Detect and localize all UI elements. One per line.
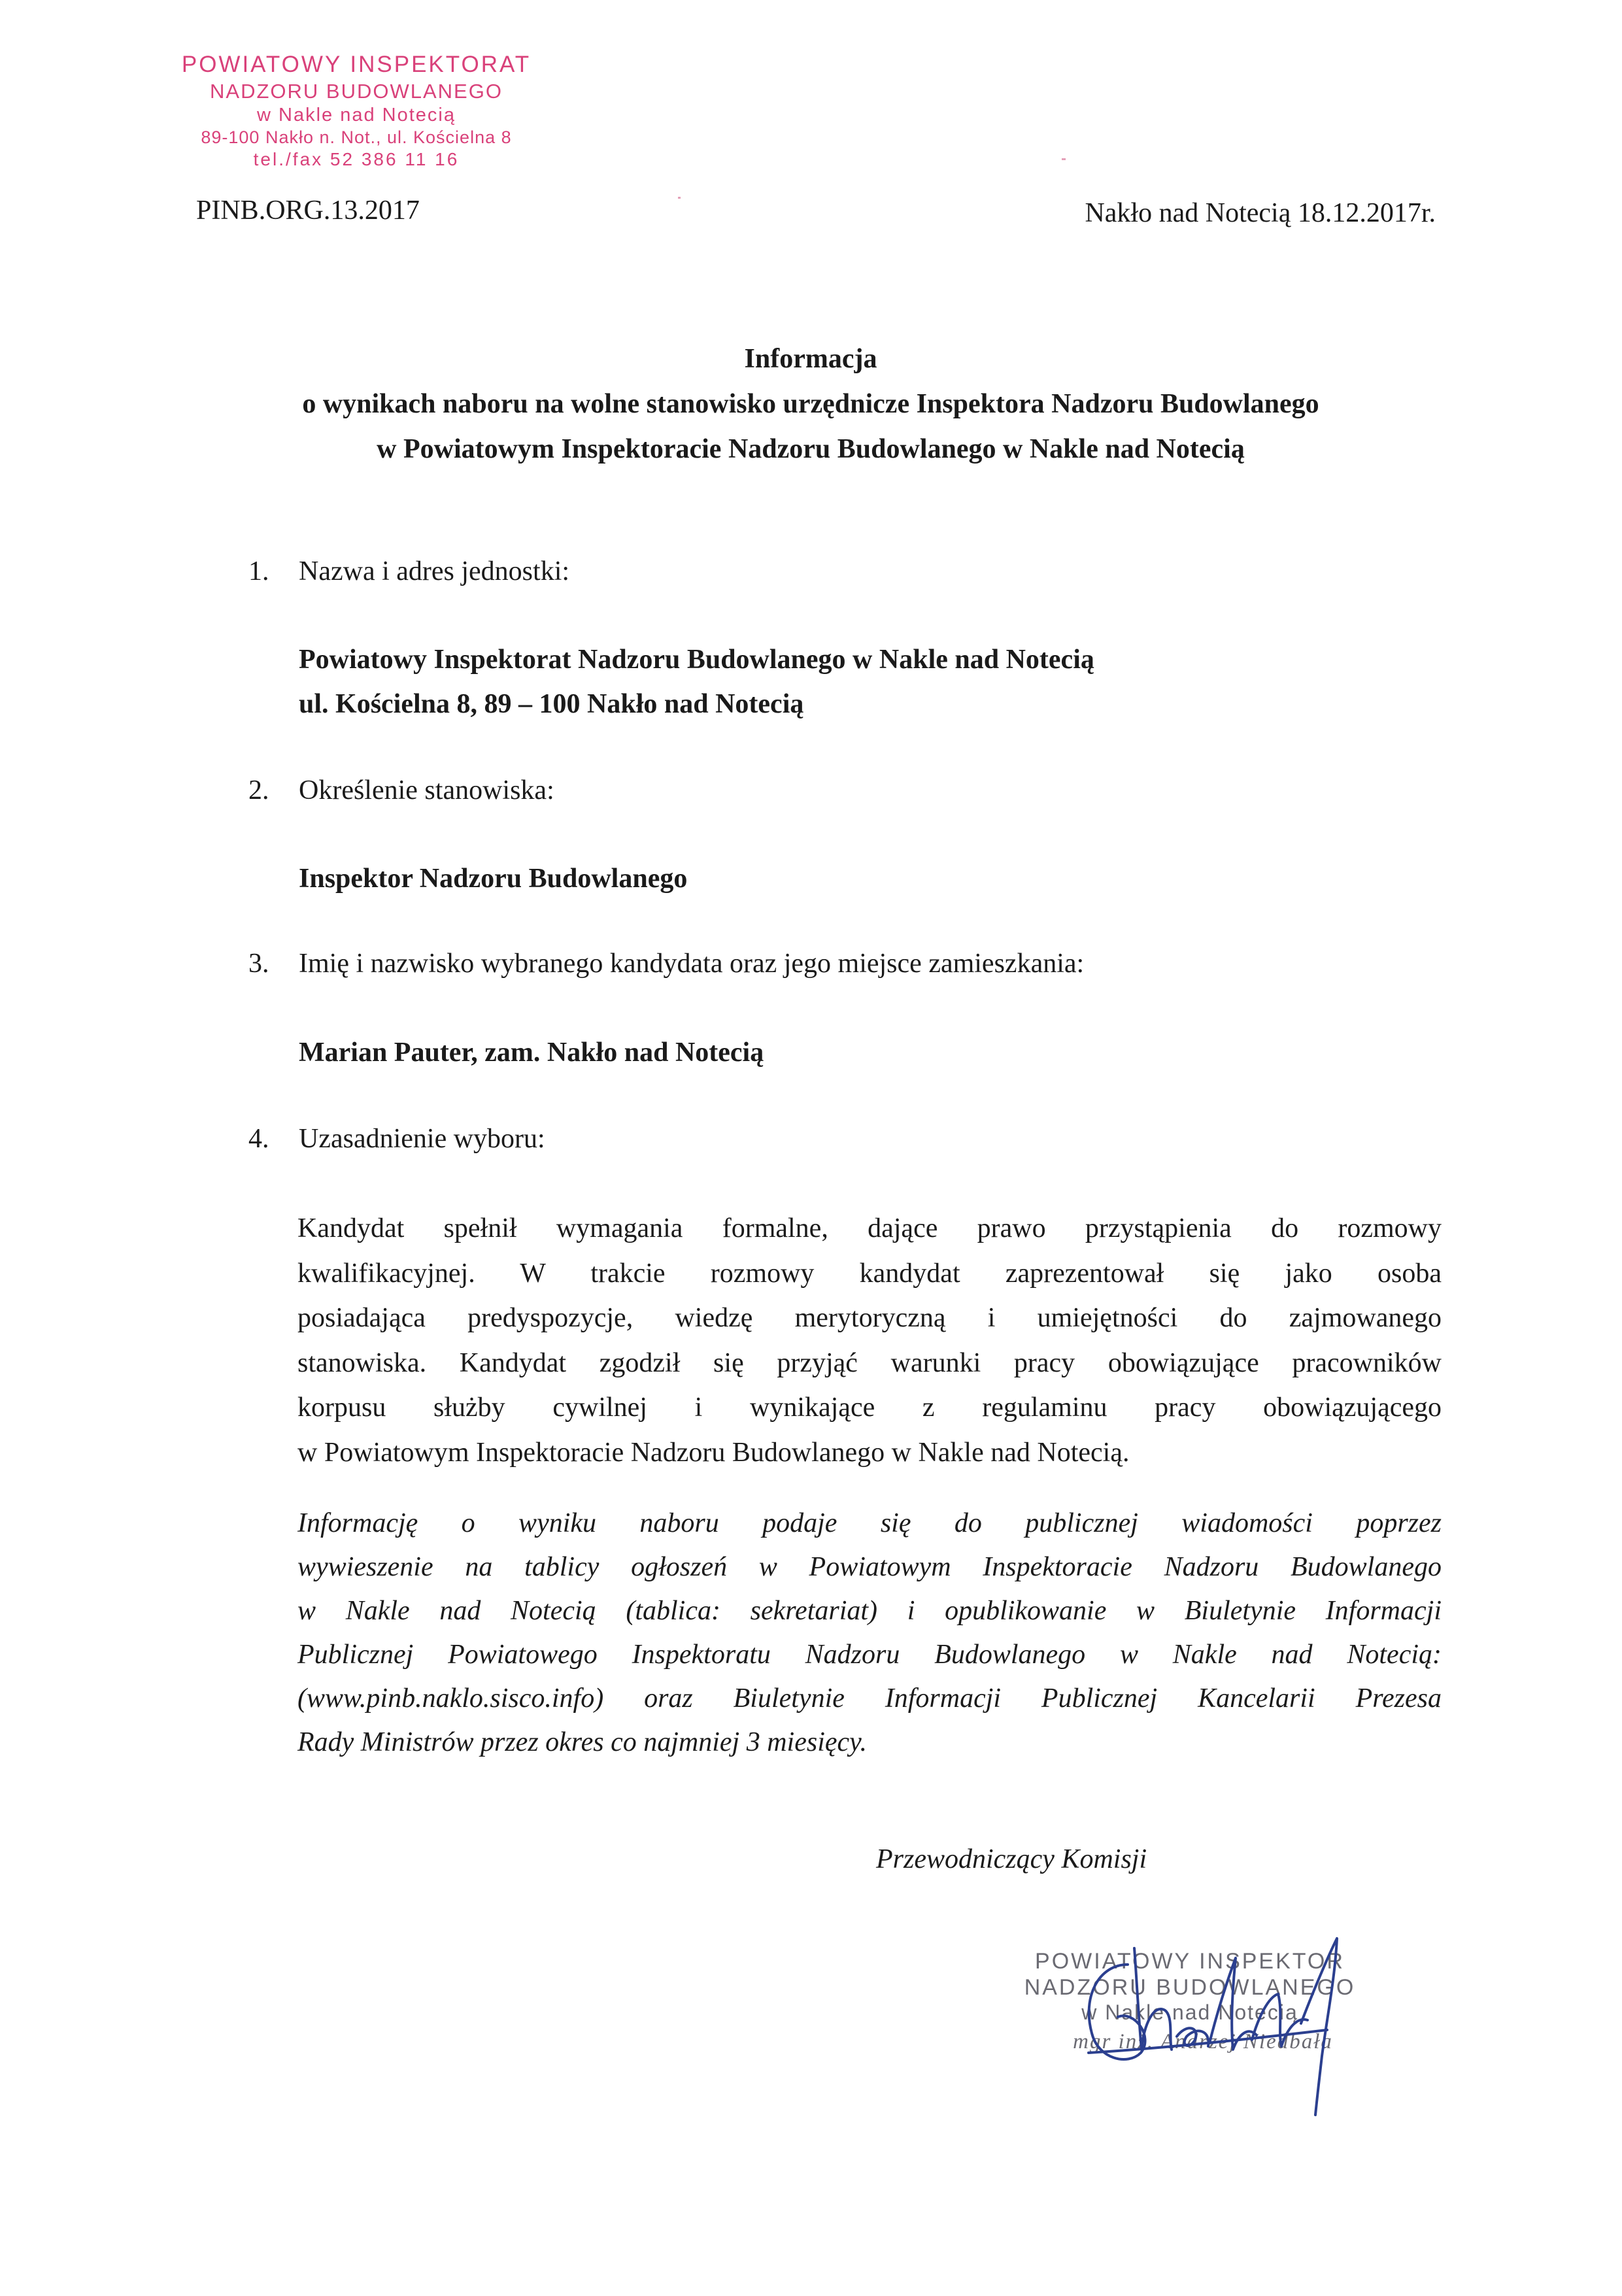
document-date: Nakło nad Notecią 18.12.2017r. xyxy=(1085,198,1436,228)
title-line-3: w Powiatowym Inspektoracie Nadzoru Budowlanego w Nakle nad Notecią xyxy=(377,434,1245,464)
section-label: Imię i nazwisko wybranego kandydata oraz jego miejsce zamieszkania: xyxy=(299,949,1085,979)
section-label: Określenie stanowiska: xyxy=(299,775,554,805)
section-label: Nazwa i adres jednostki: xyxy=(299,556,570,586)
document-title xyxy=(170,337,1451,472)
handwritten-signature xyxy=(1020,1919,1373,2135)
paragraph-line: korpusu służby cywilnej i wynikające z regulaminu pracy obowiązującego xyxy=(297,1393,1442,1423)
stamp-line-phone: tel./fax 52 386 11 16 xyxy=(253,148,460,169)
paragraph-line: w Powiatowym Inspektoracie Nadzoru Budowlanego w Nakle nad Notecią. xyxy=(297,1437,1130,1468)
paragraph-line: posiadająca predyspozycje, wiedzę merytoryczną i umiejętności do zajmowanego xyxy=(297,1303,1442,1333)
footer-stamp-line-1: POWIATOWY INSPEKTOR xyxy=(1035,1949,1345,1974)
signature-title: Przewodniczący Komisji xyxy=(876,1844,1147,1874)
notice-line: Informację o wyniku naboru podaje się do publicznej wiadomości poprzez xyxy=(297,1508,1442,1538)
title-line-2: o wynikach naboru na wolne stanowisko urzędnicze Inspektora Nadzoru Budowlanego xyxy=(302,389,1319,419)
position-name: Inspektor Nadzoru Budowlanego xyxy=(299,864,688,894)
notice-line: (www.pinb.naklo.sisco.info) oraz Biuletynie Informacji Publicznej Kancelarii Prezesa xyxy=(297,1683,1442,1714)
stamp-line-department: NADZORU BUDOWLANEGO xyxy=(210,79,503,103)
stamp-line-institution: POWIATOWY INSPEKTORAT xyxy=(181,52,532,77)
unit-name: Powiatowy Inspektorat Nadzoru Budowlanego w Nakle nad Notecią xyxy=(299,645,1094,675)
section-label: Uzasadnienie wyboru: xyxy=(299,1124,545,1154)
unit-address: ul. Kościelna 8, 89 – 100 Nakło nad Notecią xyxy=(299,689,804,719)
title-line-1: Informacja xyxy=(744,344,877,374)
notice-line: Rady Ministrów przez okres co najmniej 3 miesięcy. xyxy=(297,1727,867,1757)
ink-speck xyxy=(1062,158,1066,160)
stamp-line-city: w Nakle nad Notecią xyxy=(257,104,456,126)
paragraph-line: stanowiska. Kandydat zgodził się przyjąć warunki pracy obowiązujące pracowników xyxy=(297,1347,1442,1378)
section-number: 2. xyxy=(248,775,269,805)
section-number: 1. xyxy=(248,556,269,586)
paragraph-line: kwalifikacyjnej. W trakcie rozmowy kandydat zaprezentował się jako osoba xyxy=(297,1258,1442,1289)
footer-stamp-signatory: mgr inż. Andrzej Niedbała xyxy=(1073,2029,1333,2053)
ink-speck xyxy=(678,197,681,199)
notice-line: w Nakle nad Notecią (tablica: sekretariat) i opublikowanie w Biuletynie Informacji xyxy=(297,1596,1442,1626)
paragraph-line: Kandydat spełnił wymagania formalne, dające prawo przystąpienia do rozmowy xyxy=(297,1213,1442,1243)
reference-number: PINB.ORG.13.2017 xyxy=(196,195,420,226)
header-stamp xyxy=(154,51,559,171)
footer-stamp-line-2: NADZORU BUDOWLANEGO xyxy=(1024,1975,1356,2001)
selected-candidate: Marian Pauter, zam. Nakło nad Notecią xyxy=(299,1038,764,1068)
footer-stamp-line-3: w Nakle nad Notecią xyxy=(1081,2001,1298,2025)
section-number: 4. xyxy=(248,1124,269,1154)
stamp-line-address: 89-100 Nakło n. Not., ul. Kościelna 8 xyxy=(201,127,512,147)
justification-paragraph xyxy=(297,1206,1442,1475)
notice-line: wywieszenie na tablicy ogłoszeń w Powiatowym Inspektoracie Nadzoru Budowlanego xyxy=(297,1552,1442,1582)
section-number: 3. xyxy=(248,949,269,979)
publication-notice xyxy=(297,1502,1442,1764)
notice-line: Publicznej Powiatowego Inspektoratu Nadzoru Budowlanego w Nakle nad Notecią: xyxy=(297,1640,1442,1670)
